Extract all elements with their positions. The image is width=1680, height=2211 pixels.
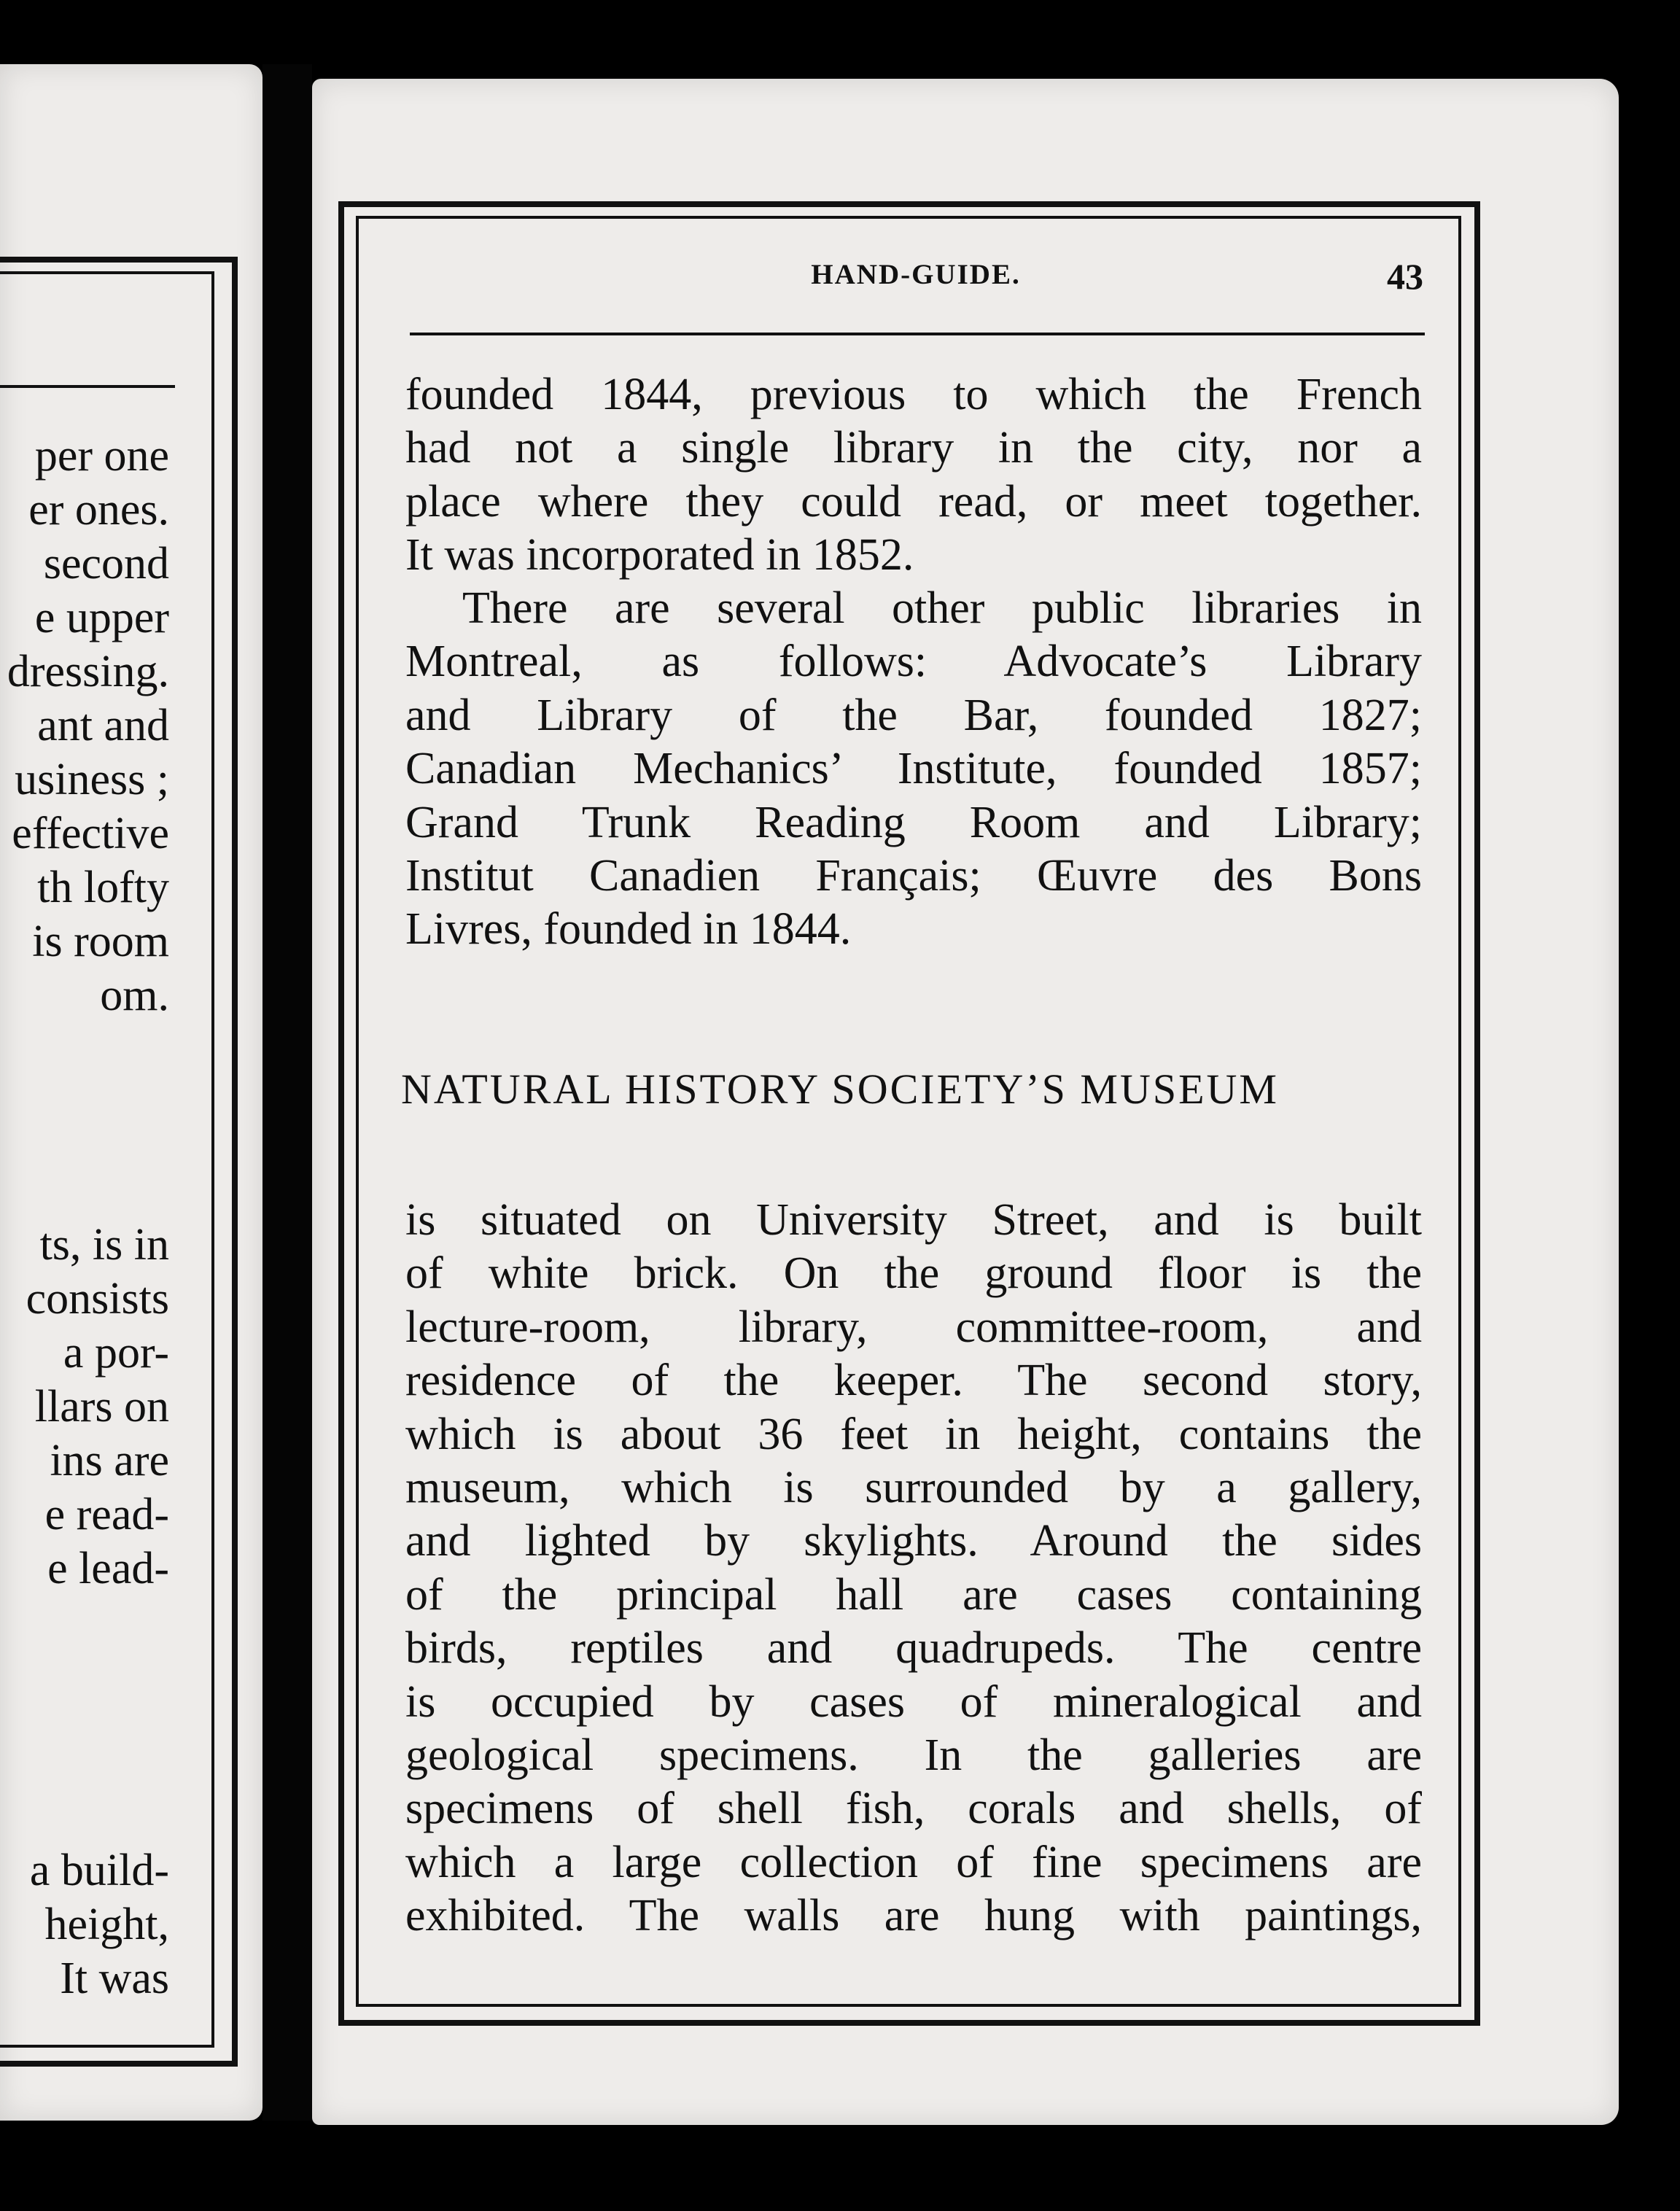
left-line: per one	[34, 431, 169, 481]
left-line: e lead-	[47, 1544, 169, 1593]
text-line: Institut Canadien Français; Œuvre des Bons	[405, 850, 1422, 901]
left-line: is room	[32, 917, 169, 966]
text-line: museum, which is surrounded by a gallery,	[405, 1462, 1422, 1512]
text-line: which is about 36 feet in height, contains the	[405, 1409, 1422, 1459]
paragraph-library-founding	[405, 368, 1422, 583]
text-line: geological specimens. In the galleries are	[405, 1730, 1422, 1780]
text-line: specimens of shell fish, corals and shells, of	[405, 1784, 1422, 1834]
text-line: of white brick. On the ground floor is the	[405, 1248, 1422, 1299]
left-line: a por-	[63, 1328, 169, 1377]
left-text-block-1	[0, 429, 169, 1022]
left-line: ins are	[50, 1436, 169, 1485]
text-line: is occupied by cases of mineralogical and	[405, 1676, 1422, 1727]
text-line: founded 1844, previous to which the French	[405, 370, 1422, 419]
left-line: er ones.	[28, 485, 169, 535]
left-header-rule	[0, 385, 175, 388]
text-line: had not a single library in the city, nor a	[405, 423, 1422, 473]
left-page	[0, 64, 262, 2121]
left-line: e read-	[44, 1490, 169, 1539]
left-line: llars on	[34, 1382, 169, 1431]
running-head: HAND-GUIDE.	[811, 259, 1021, 290]
left-line: th lofty	[37, 863, 169, 912]
text-line: Canadian Mechanics’ Institute, founded 1857;	[405, 744, 1422, 794]
left-line: om.	[100, 971, 169, 1020]
text-line: birds, reptiles and quadrupeds. The centre	[405, 1623, 1422, 1674]
text-line: exhibited. The walls are hung with paintings,	[405, 1891, 1422, 1941]
text-line: and lighted by skylights. Around the sides	[405, 1516, 1422, 1566]
paragraph-public-libraries	[405, 582, 1422, 957]
paragraph-museum-description	[405, 1194, 1422, 1943]
text-line: Grand Trunk Reading Room and Library;	[405, 797, 1422, 847]
header-rule	[410, 333, 1425, 335]
text-line: residence of the keeper. The second story,	[405, 1356, 1422, 1406]
left-text-block-2	[0, 1218, 169, 1596]
left-text-block-3	[0, 1843, 169, 2005]
left-line: ts, is in	[39, 1220, 169, 1270]
left-line: height,	[44, 1900, 169, 1949]
text-line: lecture-room, library, committee-room, and	[405, 1302, 1422, 1352]
book-gutter	[262, 64, 312, 2121]
text-line: Montreal, as follows: Advocate’s Library	[405, 637, 1422, 687]
text-line: which a large collection of fine specimens are	[405, 1837, 1422, 1887]
text-line: There are several other public libraries in	[462, 583, 1422, 633]
page-number: 43	[1387, 256, 1423, 297]
text-line: and Library of the Bar, founded 1827;	[405, 690, 1422, 740]
left-line: effective	[12, 809, 169, 858]
left-line: It was	[60, 1954, 169, 2003]
left-line: consists	[26, 1274, 169, 1324]
left-line: second	[43, 539, 169, 588]
left-line: ant and	[37, 701, 169, 750]
text-line: of the principal hall are cases containing	[405, 1569, 1422, 1620]
text-line: is situated on University Street, and is built	[405, 1195, 1422, 1245]
text-line: place where they could read, or meet together.	[405, 476, 1422, 526]
left-line: dressing.	[7, 647, 169, 696]
page-header	[408, 255, 1423, 299]
section-heading: NATURAL HISTORY SOCIETY’S MUSEUM	[401, 1065, 1280, 1113]
text-line: Livres, founded in 1844.	[405, 904, 852, 955]
left-line: a build-	[29, 1846, 169, 1895]
left-line: usiness ;	[15, 755, 169, 804]
text-line: It was incorporated in 1852.	[405, 530, 914, 580]
left-line: e upper	[34, 593, 169, 642]
